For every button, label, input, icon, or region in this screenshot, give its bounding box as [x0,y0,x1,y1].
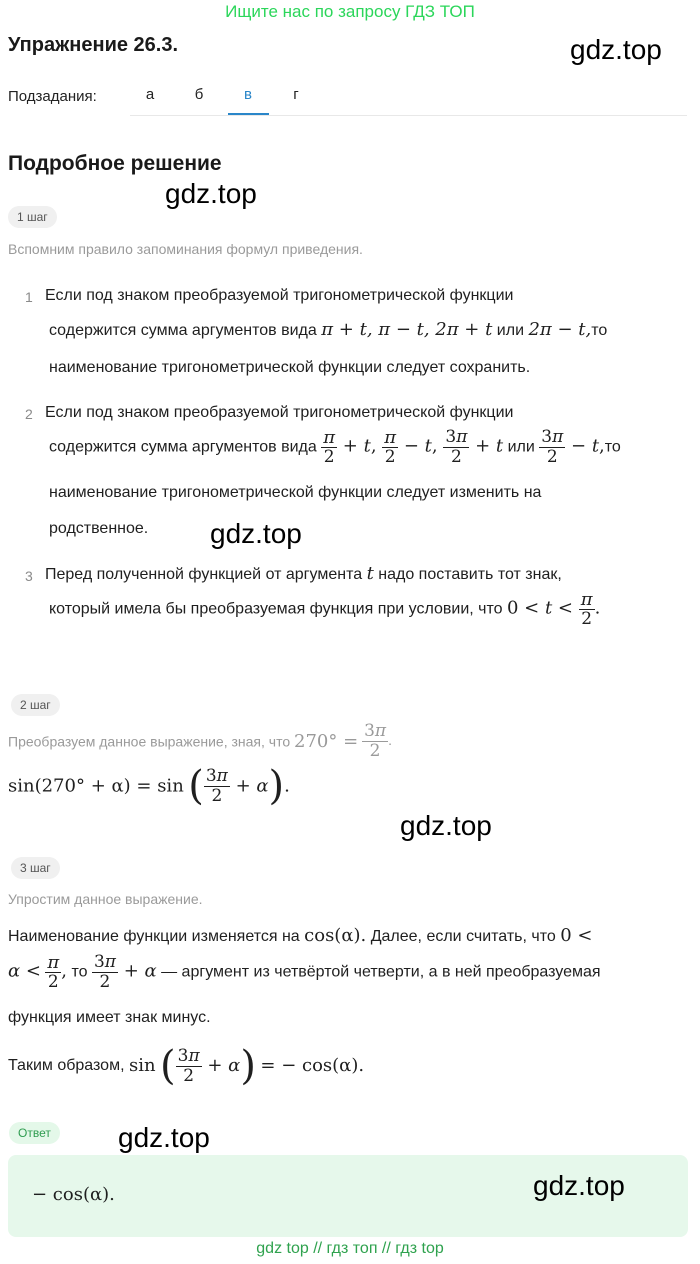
step-2-intro: Преобразуем данное выражение, зная, что 270° = $\frac{3\pi}{2}$ . [8,721,392,761]
step-3-line-2: α < $\frac{\pi}{2}$ , то $\frac{3\pi}{2}$ + α — аргумент из четвёртой четверти, а в ней преобразуемая [8,952,601,992]
answer-value: − cos(α). [32,1184,115,1205]
step-1-badge: 1 шаг [8,206,57,228]
step-2-intro-text: Преобразуем данное выражение, зная, что [8,733,291,750]
rule-3-text-b: надо поставить тот знак, [378,566,562,583]
rule-3-var: t [366,563,374,584]
step-3-p4-result: = − cos(α). [260,1055,365,1076]
step-3-p1-a: Наименование функции изменяется на [8,928,300,945]
rule-1-line-2 [49,320,607,341]
rule-3-line-1 [45,564,562,585]
step-3-badge: 3 шаг [11,857,60,879]
watermark: gdz.top [165,178,257,209]
rule-1-line-1: Если под знаком преобразуемой тригонометрической функции [45,287,514,304]
rule-number: 2 [25,406,33,422]
subtasks-label: Подзадания: [8,88,97,105]
rule-1-end: то [591,322,608,339]
rule-1-math-2: 2π − t, [528,319,592,340]
rule-1-line-3: наименование тригонометрической функции следует сохранить. [49,359,531,376]
answer-badge: Ответ [9,1122,60,1144]
tab-a[interactable]: а [145,86,155,103]
search-banner: Ищите нас по запросу ГДЗ ТОП [225,2,475,21]
step-1-intro: Вспомним правило запоминания формул приведения. [8,241,363,257]
step-3-p4-sin: sin [128,1055,156,1076]
watermark: gdz.top [533,1170,625,1201]
step-3-p2-math: α < [8,960,41,982]
step-3-p4-a: Таким образом, [8,1057,125,1074]
rule-3-line-2: который имела бы преобразуемая функция при условии, что 0 < t < $\frac{\pi}{2}$ . [49,589,601,629]
rule-2-end: то [604,438,621,456]
exercise-title: Упражнение 26.3. [8,34,179,56]
rule-1-math: π + t, π − t, 2π + t [321,319,493,340]
step-3-p1-math-2: 0 < [560,925,593,946]
step-3-p1-math: cos(α). [304,925,367,946]
step-3-p1-b: Далее, если считать, что [370,928,556,945]
step-2-badge: 2 шаг [11,694,60,716]
rule-2-line-2: содержится сумма аргументов вида $\frac{\pi}{2}$ + t, $\frac{\pi}{2}$ − t, $\frac{3\pi}{2}$ + t или $\frac{3\pi}{2}$ − t,то [49,427,621,467]
step-3-p2-a: то [71,963,88,981]
footer-links[interactable]: gdz top // гдз топ // гдз top [256,1240,444,1257]
watermark: gdz.top [210,518,302,549]
step-2-intro-math: 270° = [294,731,359,752]
subtask-tabs [130,80,687,116]
step-3-line-4: Таким образом, sin ( $\frac{3\pi}{2}$ + α) = − cos(α). [8,1043,365,1089]
watermark: gdz.top [400,810,492,841]
rule-number: 1 [25,289,33,305]
step-2-equation: sin(270° + α) = sin ( $\frac{3\pi}{2}$ + α). [8,763,290,809]
rule-2-line-3: наименование тригонометрической функции следует изменить на [49,484,542,501]
step-3-p2-b: — аргумент из четвёртой четверти, а в ней преобразуемая [161,963,601,981]
step-3-line-3: функция имеет знак минус. [8,1009,211,1026]
rule-1-text: содержится сумма аргументов вида [49,322,317,339]
step-2-equation-left: sin(270° + α) = sin [8,775,184,797]
active-tab-indicator [228,113,269,115]
rule-3-text-a: Перед полученной функцией от аргумента [45,566,363,583]
watermark: gdz.top [118,1122,210,1153]
rule-2-or: или [507,438,535,456]
rule-1-or: или [496,322,525,339]
step-3-intro: Упростим данное выражение. [8,891,203,907]
rule-3-line-2-text: который имела бы преобразуемая функция при условии, что [49,600,503,618]
tab-g[interactable]: г [293,86,299,103]
step-3-line-1 [8,926,593,947]
rule-2-line-4: родственное. [49,520,149,537]
rule-number: 3 [25,568,33,584]
rule-2-line-1: Если под знаком преобразуемой тригонометрической функции [45,404,514,421]
tab-v[interactable]: в [244,86,252,103]
rule-2-text: содержится сумма аргументов вида [49,438,317,456]
watermark: gdz.top [570,34,662,65]
solution-title: Подробное решение [8,152,222,175]
tab-b[interactable]: б [194,86,204,103]
